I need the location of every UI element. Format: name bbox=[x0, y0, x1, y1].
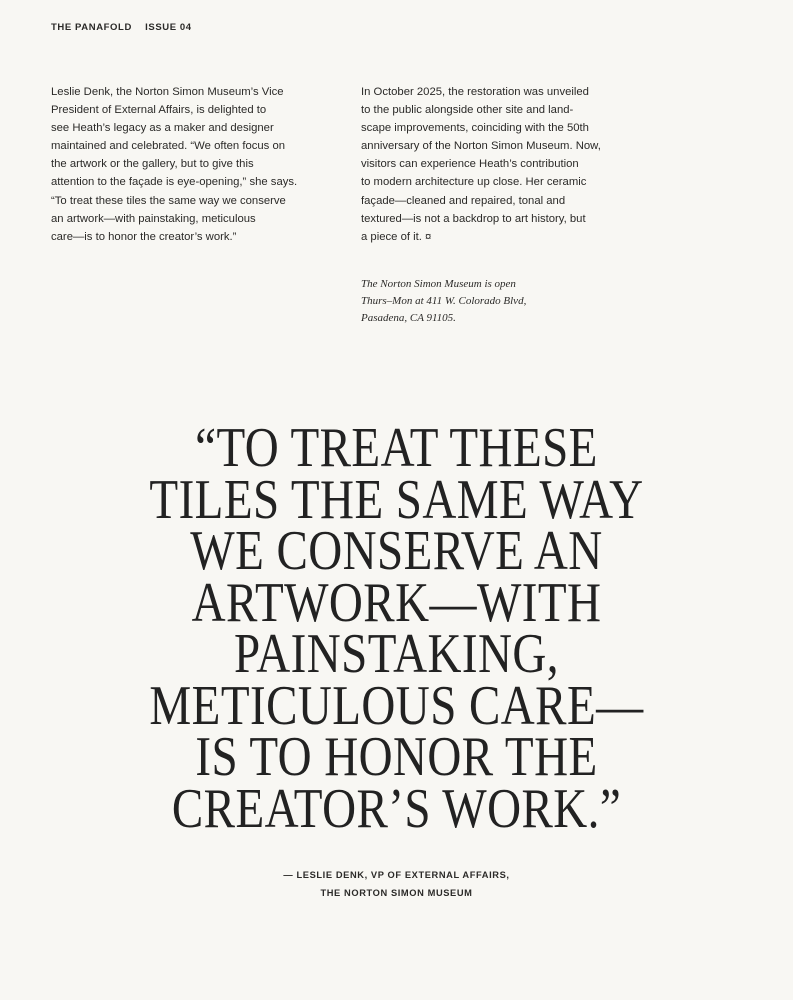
quote-line: IS TO HONOR THE bbox=[195, 726, 598, 788]
issue-number: ISSUE 04 bbox=[145, 22, 192, 33]
body-line: visitors can experience Heath’s contribution bbox=[361, 158, 579, 171]
quote-line: ARTWORK—WITH bbox=[191, 571, 602, 634]
quote-line: “TO TREAT THESE bbox=[195, 417, 598, 479]
body-line: textured—is not a backdrop to art history, but bbox=[361, 212, 586, 225]
body-column-left bbox=[51, 83, 297, 246]
body-line: President of External Affairs, is delighted to bbox=[51, 104, 267, 117]
note-line: Pasadena, CA 91105. bbox=[361, 312, 456, 324]
body-line: “To treat these tiles the same way we conserve bbox=[51, 194, 286, 207]
pull-quote bbox=[63, 417, 729, 840]
note-line: The Norton Simon Museum is open bbox=[361, 278, 516, 290]
quote-line: PAINSTAKING, bbox=[234, 623, 559, 685]
quote-attribution bbox=[0, 866, 793, 902]
body-line: a piece of it. ¤ bbox=[361, 230, 432, 243]
publication-name: THE PANAFOLD bbox=[51, 22, 132, 33]
quote-line: WE CONSERVE AN bbox=[190, 520, 603, 582]
body-line: attention to the façade is eye-opening,” she says. bbox=[51, 176, 298, 189]
body-line: see Heath’s legacy as a maker and designer bbox=[51, 122, 274, 135]
body-line: façade—cleaned and repaired, tonal and bbox=[361, 194, 566, 207]
visitor-info-note bbox=[361, 276, 526, 327]
body-line: an artwork—with painstaking, meticulous bbox=[51, 212, 256, 225]
body-line: anniversary of the Norton Simon Museum. Now, bbox=[361, 140, 601, 153]
quote-line: TILES THE SAME WAY bbox=[149, 468, 644, 531]
body-line: scape improvements, coinciding with the 50th bbox=[361, 122, 589, 135]
attribution-line: — LESLIE DENK, VP OF EXTERNAL AFFAIRS, bbox=[283, 870, 510, 880]
body-column-right bbox=[361, 83, 601, 246]
body-line: In October 2025, the restoration was unveiled bbox=[361, 86, 589, 98]
note-line: Thurs–Mon at 411 W. Colorado Blvd, bbox=[361, 295, 527, 307]
attribution-line: THE NORTON SIMON MUSEUM bbox=[320, 888, 473, 898]
body-line: to the public alongside other site and land- bbox=[361, 104, 574, 117]
body-line: Leslie Denk, the Norton Simon Museum’s Vice bbox=[51, 86, 284, 98]
body-line: maintained and celebrated. “We often focus on bbox=[51, 140, 286, 153]
body-line: to modern architecture up close. Her ceramic bbox=[361, 176, 587, 189]
quote-line: CREATOR’S WORK.” bbox=[171, 777, 622, 840]
body-line: the artwork or the gallery, but to give this bbox=[51, 158, 254, 171]
quote-line: METICULOUS CARE— bbox=[149, 674, 644, 737]
body-line: care—is to honor the creator’s work.” bbox=[51, 230, 237, 243]
running-header bbox=[51, 22, 202, 33]
